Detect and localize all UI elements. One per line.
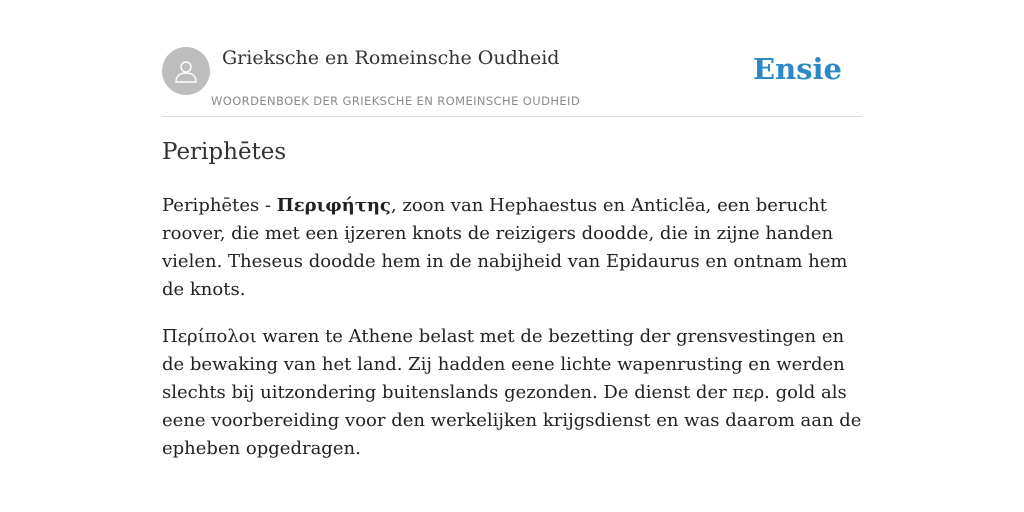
header [162,44,862,117]
paragraph-head: Periphētes - [162,195,277,216]
greek-term: Περιφήτης [276,195,391,216]
article-paragraph [162,192,866,304]
article-title: Periphētes [162,139,287,165]
person-outline-icon [172,57,200,85]
dictionary-title[interactable]: Grieksche en Romeinsche Oudheid [222,47,560,69]
paragraph-text: , zoon van Hephaestus en Anticlēa, een berucht roover, die met een ijzeren knots de reizigers doodde, die in zijne handen vielen. Theseus doodde hem in de nabijheid van Epidaurus en ontnam hem de knots. [162,195,848,300]
article-paragraph: Περίπολοι waren te Athene belast met de bezetting der grensvestingen en de bewaking van het land. Zij hadden eene lichte wapenrusting en werden slechts bij uitzondering buitenslands gezonden. De dienst der περ. gold als eene voorbereiding voor den werkelijken krijgsdienst en was daarom aan de epheben opgedragen. [162,326,862,459]
ensie-logo[interactable]: Ensie [753,52,842,86]
dictionary-subtitle: WOORDENBOEK DER GRIEKSCHE EN ROMEINSCHE OUDHEID [211,94,581,108]
article-content [162,192,866,482]
user-avatar-icon[interactable] [162,47,210,95]
